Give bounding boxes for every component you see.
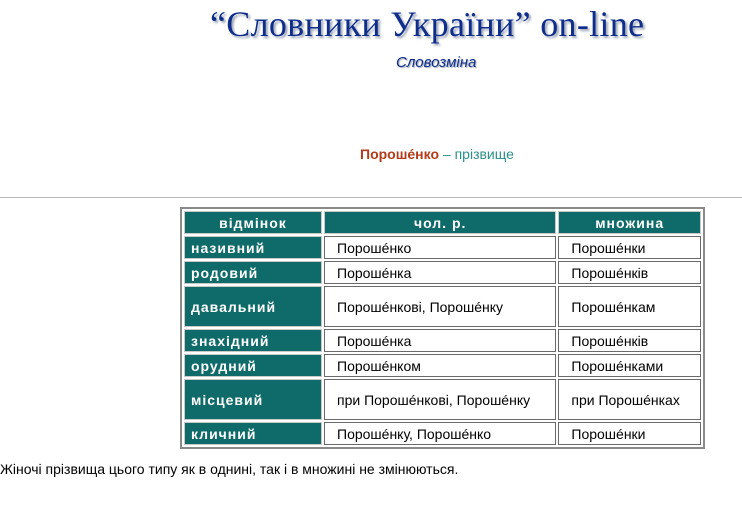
table-row xyxy=(184,236,701,259)
singular-form: Порошéнка xyxy=(324,261,556,284)
singular-form: Порошéнку, Порошéнко xyxy=(324,422,556,445)
plural-form: Порошéнкам xyxy=(558,286,701,327)
declension-table-wrapper xyxy=(180,207,705,449)
case-name: називний xyxy=(184,236,322,259)
table-row xyxy=(184,422,701,445)
table-header-row xyxy=(184,211,701,234)
page-subtitle: Словозміна xyxy=(396,54,477,71)
singular-form: Порошéнко xyxy=(324,236,556,259)
table-row xyxy=(184,329,701,352)
case-name: орудний xyxy=(184,354,322,377)
plural-form: Порошéнки xyxy=(558,236,701,259)
column-header-case: відмінок xyxy=(184,211,322,234)
column-header-singular: чол. р. xyxy=(324,211,556,234)
case-name: родовий xyxy=(184,261,322,284)
column-header-plural: множина xyxy=(558,211,701,234)
case-name: кличний xyxy=(184,422,322,445)
singular-form: Порошéнкові, Порошéнку xyxy=(324,286,556,327)
case-name: знахідний xyxy=(184,329,322,352)
part-of-speech: прізвище xyxy=(454,146,514,162)
plural-form: при Порошéнках xyxy=(558,379,701,420)
separator-dash: – xyxy=(442,146,451,162)
table-row xyxy=(184,286,701,327)
singular-form: Порошéнка xyxy=(324,329,556,352)
lemma: Порошéнко xyxy=(360,146,440,162)
singular-form: Порошéнком xyxy=(324,354,556,377)
table-row xyxy=(184,354,701,377)
site-logo: “Словники України” on-line xyxy=(210,4,645,44)
word-heading xyxy=(360,146,514,162)
table-row xyxy=(184,379,701,420)
footnote: Жіночі прізвища цього типу як в однині, так і в множині не змінюються. xyxy=(0,461,459,477)
plural-form: Порошéнки xyxy=(558,422,701,445)
table-row xyxy=(184,261,701,284)
plural-form: Порошéнками xyxy=(558,354,701,377)
plural-form: Порошéнків xyxy=(558,329,701,352)
singular-form: при Порошéнкові, Порошéнку xyxy=(324,379,556,420)
plural-form: Порошéнків xyxy=(558,261,701,284)
case-name: місцевий xyxy=(184,379,322,420)
divider xyxy=(0,197,742,198)
case-name: давальний xyxy=(184,286,322,327)
declension-table xyxy=(180,207,705,449)
